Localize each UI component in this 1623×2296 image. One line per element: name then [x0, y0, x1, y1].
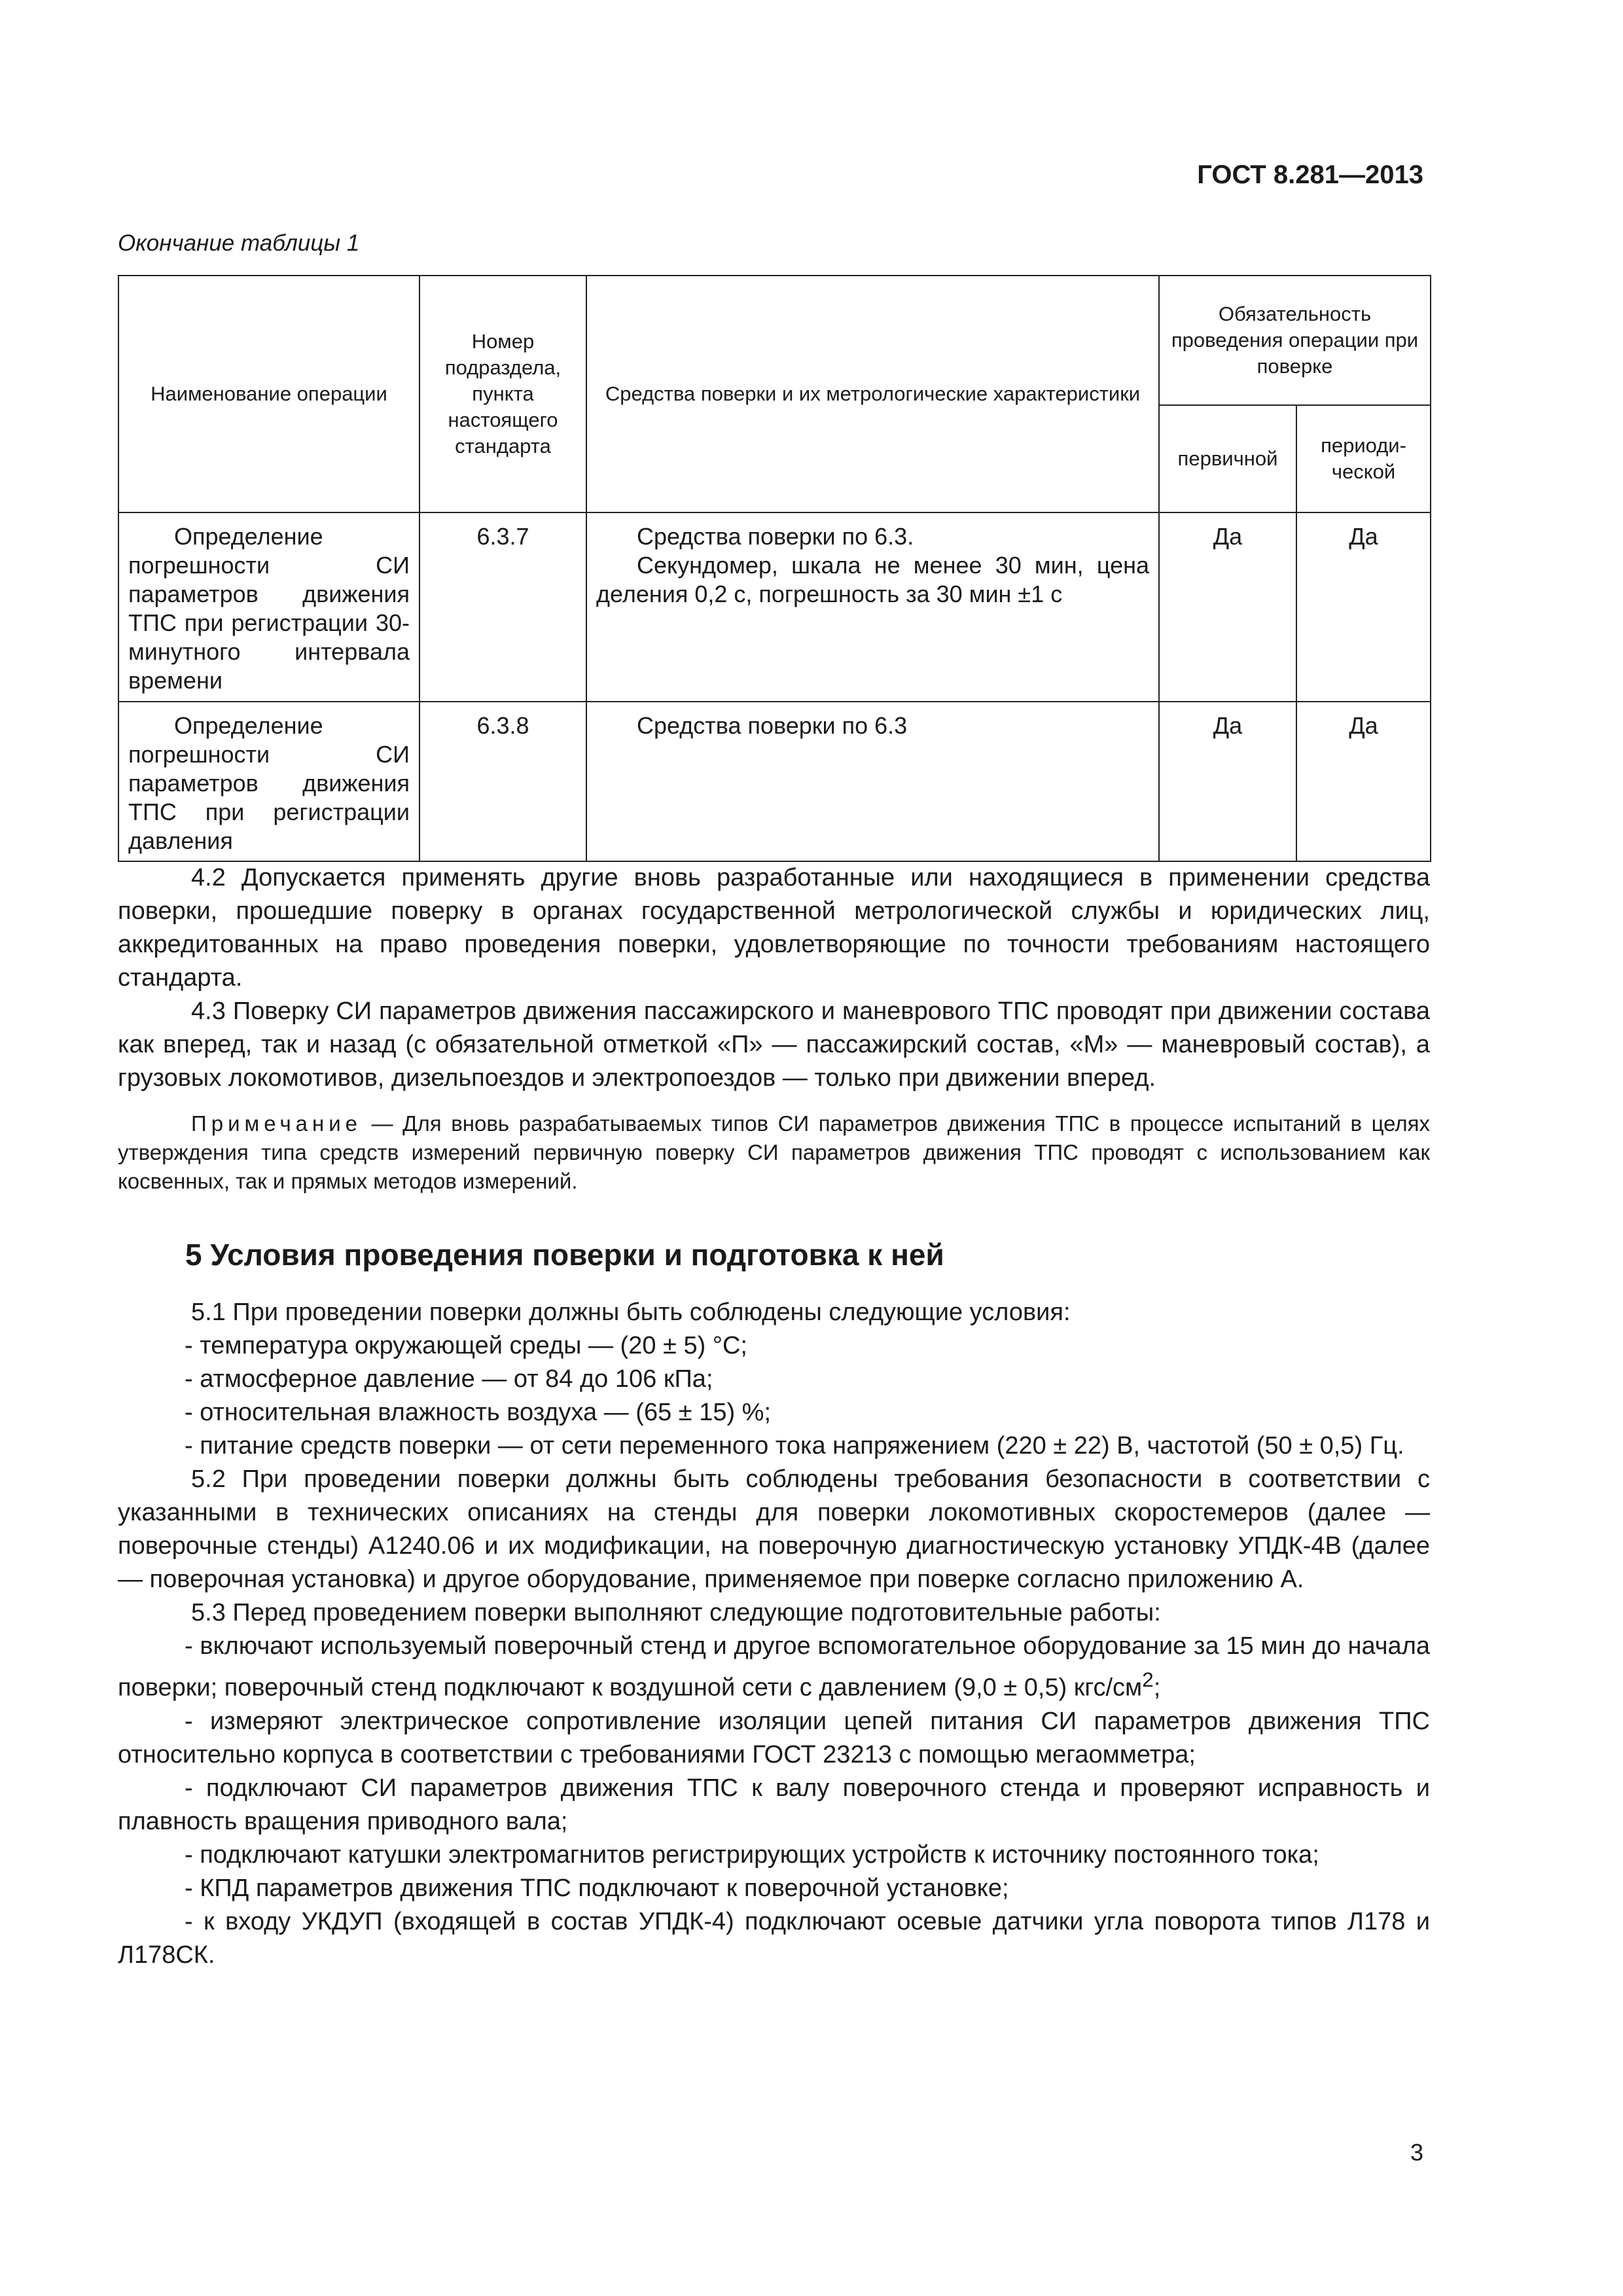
col-header-obligation: Обязательность проведения операции при поверке — [1159, 276, 1431, 405]
list-item-end: ; — [1153, 1674, 1161, 1702]
paragraph-5-3: 5.3 Перед проведением поверки выполняют следующие подготовительные работы: — [191, 1599, 1161, 1626]
paragraph-4-3: 4.3 Поверку СИ параметров движения пассажирского и маневрового ТПС проводят при движении состава как вперед, так и назад (с обязательной отметкой «П» — пассажирский состав, «М» — маневровый состав), а грузовых локомотивов, дизельпоездов и электропоездов — только при движении вперед. — [118, 997, 1430, 1092]
row-means — [586, 702, 1159, 861]
document-header: ГОСТ 8.281—2013 — [1197, 160, 1423, 189]
list-item: - атмосферное давление — от 84 до 106 кПа; — [185, 1365, 713, 1393]
row-means — [586, 512, 1159, 702]
row-periodic: Да — [1296, 512, 1431, 702]
note-text: — Для вновь разрабатываемых типов СИ параметров движения ТПС в процессе испытаний в целях утверждения типа средств измерений первичную поверку СИ параметров движения ТПС проводят с использованием как косвенных, так и прямых методов измерений. — [118, 1111, 1430, 1193]
col-header-primary: первичной — [1159, 405, 1296, 512]
paragraph-4-2: 4.2 Допускается применять другие вновь разработанные или находящиеся в применении средства поверки, прошедшие поверку в органах государственной метрологической службы и юридических лиц, аккредитованных на право проведения поверки, удовлетворяющие по точности требованиям настоящего стандарта. — [118, 864, 1430, 992]
row-section: 6.3.7 — [419, 512, 586, 702]
paragraph-5-2: 5.2 При проведении поверки должны быть соблюдены требования безопасности в соответствии с указанными в технических описаниях на стенды для поверки локомотивных скоростемеров (далее — поверочные стенды) А1240.06 и их модификации, на поверочную диагностическую установку УПДК-4В (далее — поверочная установка) и другое оборудование, применяемое при поверке согласно приложению А. — [118, 1465, 1430, 1593]
list-item: - относительная влажность воздуха — (65 ± 15) %; — [185, 1399, 772, 1426]
table-row — [118, 702, 1431, 861]
note-label: Примечание — [191, 1111, 363, 1136]
section-5-text — [118, 1296, 1430, 1972]
page-number: 3 — [1410, 2139, 1423, 2166]
row-primary: Да — [1159, 512, 1296, 702]
table-caption: Окончание таблицы 1 — [118, 230, 360, 256]
section-4-text — [118, 861, 1430, 1196]
row-operation: Определение погрешности СИ параметров движения ТПС при регистрации 30-минутного интервала времени — [118, 512, 419, 702]
col-header-section: Номер подраздела, пункта настоящего стандарта — [419, 276, 586, 512]
table-row — [118, 512, 1431, 702]
list-item: - к входу УКДУП (входящей в состав УПДК-4) подключают осевые датчики угла поворота типов Л178 и Л178СК. — [118, 1907, 1430, 1969]
row-operation: Определение погрешности СИ параметров движения ТПС при регистрации давления — [118, 702, 419, 861]
col-header-means: Средства поверки и их метрологические характеристики — [586, 276, 1159, 512]
list-item — [118, 1630, 1430, 1705]
list-item-text: - включают используемый поверочный стенд и другое вспомогательное оборудование за 15 мин до начала поверки; поверочный стенд подключают к воздушной сети с давлением (9,0 ± 0,5) кгс/см — [118, 1632, 1430, 1702]
operations-table — [118, 275, 1431, 862]
section-5-title: 5 Условия проведения поверки и подготовка к ней — [185, 1238, 944, 1272]
means-line: Средства поверки по 6.3. — [637, 523, 914, 550]
section-5-heading-block — [118, 1237, 1430, 1272]
list-item: - подключают СИ параметров движения ТПС к валу поверочного стенда и проверяют исправность и плавность вращения приводного вала; — [118, 1774, 1430, 1835]
list-item: - КПД параметров движения ТПС подключают к поверочной установке; — [185, 1874, 1009, 1902]
col-header-operation: Наименование операции — [118, 276, 419, 512]
means-line: Средства поверки по 6.3 — [637, 712, 908, 739]
list-item: - измеряют электрическое сопротивление изоляции цепей питания СИ параметров движения ТПС относительно корпуса в соответствии с требованиями ГОСТ 23213 с помощью мегаомметра; — [118, 1707, 1430, 1768]
superscript: 2 — [1142, 1668, 1154, 1691]
note — [118, 1109, 1430, 1196]
row-primary: Да — [1159, 702, 1296, 861]
list-item: - подключают катушки электромагнитов регистрирующих устройств к источнику постоянного тока; — [185, 1840, 1319, 1869]
list-item: - питание средств поверки — от сети переменного тока напряжением (220 ± 22) В, частотой (50 ± 0,5) Гц. — [185, 1432, 1404, 1460]
row-periodic: Да — [1296, 702, 1431, 861]
row-section: 6.3.8 — [419, 702, 586, 861]
col-header-periodic: периоди-ческой — [1296, 405, 1431, 512]
list-item: - температура окружающей среды — (20 ± 5) °С; — [185, 1332, 747, 1359]
paragraph-5-1: 5.1 При проведении поверки должны быть соблюдены следующие условия: — [191, 1299, 1071, 1326]
means-line: Секундомер, шкала не менее 30 мин, цена деления 0,2 с, погрешность за 30 мин ±1 с — [596, 552, 1149, 607]
